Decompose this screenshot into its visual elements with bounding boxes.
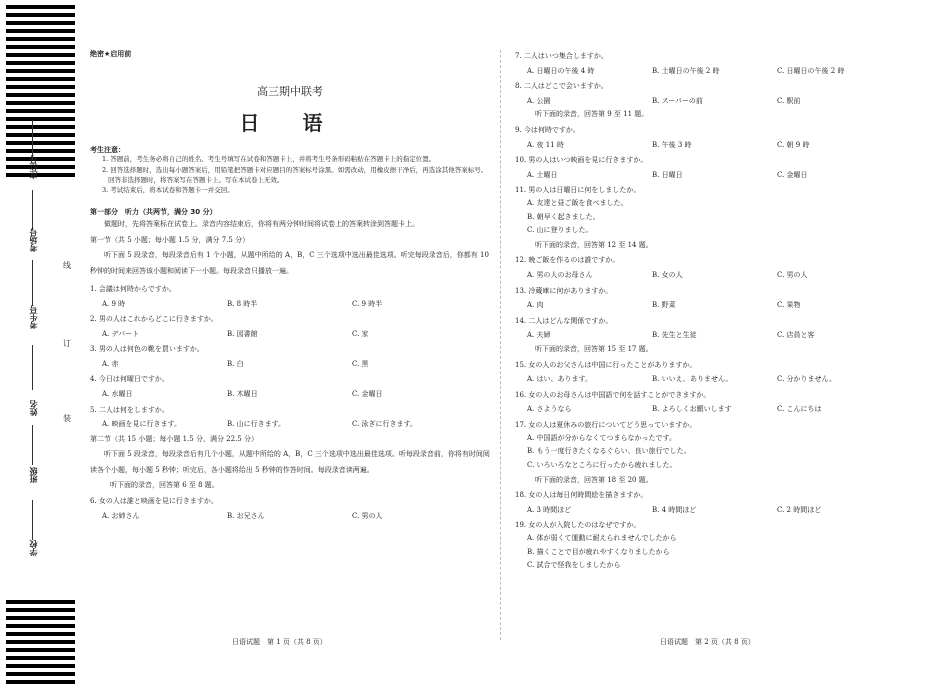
option-c: C. 朝 9 時 bbox=[777, 140, 810, 149]
question-12-options bbox=[515, 269, 935, 282]
binding-stripe-bottom bbox=[6, 656, 75, 660]
option-b: B. いいえ、ありません。 bbox=[652, 375, 733, 384]
option-b: B. お兄さん bbox=[227, 511, 265, 520]
binding-stripe-top bbox=[6, 37, 75, 41]
binding-stripe-top bbox=[6, 61, 75, 65]
question-5-options bbox=[90, 418, 490, 431]
cut-mark-install: 装 bbox=[63, 414, 71, 423]
part-1-heading: 第一部分 听力（共两节，满分 30 分） bbox=[90, 207, 217, 216]
notice-item: 3. 考试结束后，将本试卷和答题卡一并交回。 bbox=[102, 186, 234, 195]
option-a: A. 映画を見に行きます。 bbox=[102, 420, 181, 429]
question-16-options bbox=[515, 403, 935, 416]
option-b: B. 8 時半 bbox=[227, 299, 258, 308]
binding-stripe-top bbox=[6, 101, 75, 105]
question-4-options bbox=[90, 388, 490, 401]
binding-stripe-bottom bbox=[6, 672, 75, 676]
binding-stripe-top bbox=[6, 21, 75, 25]
cut-mark-line: 线 bbox=[63, 261, 71, 270]
listening-instruction: 听下面的录音，回答第 15 至 17 题。 bbox=[535, 345, 653, 354]
option-c: C. 黒 bbox=[352, 359, 369, 368]
option-b: B. 日曜日 bbox=[652, 170, 683, 179]
question-17: 17. 女の人は夏休みの旅行についてどう思っていますか。 bbox=[515, 420, 697, 429]
part-1-instructions: 做题时，先将答案标在试卷上。录音内容结束后，你将有两分钟时间将试卷上的答案转涂到答题卡上。 bbox=[104, 219, 419, 228]
label-room-number: 考场号 bbox=[29, 228, 38, 252]
binding-stripe-bottom bbox=[6, 600, 75, 604]
question-10: 10. 男の人はいつ映画を見に行きますか。 bbox=[515, 156, 648, 165]
option-c: C. 山に登りました。 bbox=[527, 226, 593, 235]
exam-title: 高三期中联考 bbox=[257, 84, 323, 98]
listening-instruction: 听下面的录音，回答第 6 至 8 题。 bbox=[110, 481, 219, 490]
binding-stripe-top bbox=[6, 109, 75, 113]
school-line bbox=[32, 500, 33, 540]
binding-stripe-top bbox=[6, 125, 75, 129]
question-7-options bbox=[515, 65, 935, 78]
binding-strip bbox=[0, 0, 85, 688]
label-examinee-number: 考生号 bbox=[29, 305, 38, 329]
binding-stripe-top bbox=[6, 85, 75, 89]
binding-stripe-top bbox=[6, 69, 75, 73]
option-c: C. いろいろなところに行ったから疲れました。 bbox=[527, 460, 677, 469]
option-a: A. 赤 bbox=[102, 359, 119, 368]
option-c: C. 駅前 bbox=[777, 96, 801, 105]
section-1-instructions: 听下面 5 段录音，每段录音后有 1 个小题，从题中所给的 A，B，C 三个选项中选出最佳选项。听完每段录音后，你都有 10 秒钟的时间来回答该小题和阅读下一小题。每段录音只播放一遍。 bbox=[90, 251, 489, 276]
option-b: B. 先生と生徒 bbox=[652, 331, 697, 340]
page-2 bbox=[515, 50, 935, 573]
option-c: C. 金曜日 bbox=[352, 390, 383, 399]
option-a: A. 9 時 bbox=[102, 299, 126, 308]
confidential-mark: 绝密★启用前 bbox=[90, 50, 132, 58]
option-c: C. 分かりません。 bbox=[777, 375, 836, 384]
binding-stripe-bottom bbox=[6, 648, 75, 652]
page-2-footer: 日语试题 第 2 页（共 8 页） bbox=[660, 638, 755, 646]
option-b: B. スーパーの前 bbox=[652, 96, 703, 105]
binding-stripe-bottom bbox=[6, 624, 75, 628]
option-b: B. 描くことで目が疲れやすくなりましたから bbox=[527, 547, 670, 556]
question-15-options bbox=[515, 373, 935, 386]
label-seat-number: 座位号 bbox=[29, 155, 38, 179]
option-a: A. 水曜日 bbox=[102, 390, 133, 399]
question-7: 7. 二人はいつ集合しますか。 bbox=[515, 52, 608, 60]
question-8: 8. 二人はどこで会いますか。 bbox=[515, 82, 608, 91]
option-a: A. 体が弱くて運動に耐えられませんでしたから bbox=[527, 533, 677, 542]
option-a: A. さようなら bbox=[527, 405, 572, 414]
binding-stripe-top bbox=[6, 13, 75, 17]
question-6: 6. 女の人は誰と映画を見に行きますか。 bbox=[90, 497, 218, 506]
question-2: 2. 男の人はこれからどこに行きますか。 bbox=[90, 315, 218, 324]
binding-stripe-bottom bbox=[6, 616, 75, 620]
binding-stripe-top bbox=[6, 117, 75, 121]
option-b: B. 木曜日 bbox=[227, 390, 258, 399]
option-b: B. 朝早く起きました。 bbox=[527, 212, 600, 221]
option-c: C. 金曜日 bbox=[777, 170, 808, 179]
section-2-heading: 第二节（共 15 小题；每小题 1.5 分，满分 22.5 分） bbox=[90, 434, 258, 443]
option-c: C. 日曜日の午後 2 時 bbox=[777, 66, 845, 75]
binding-stripe-top bbox=[6, 45, 75, 49]
section-1-heading: 第一节（共 5 小题；每小题 1.5 分，满分 7.5 分） bbox=[90, 236, 250, 245]
page-1 bbox=[90, 50, 490, 522]
page-1-footer: 日语试题 第 1 页（共 8 页） bbox=[232, 638, 327, 646]
class-line bbox=[32, 425, 33, 465]
binding-stripe-top bbox=[6, 157, 75, 161]
question-6-options bbox=[90, 510, 490, 523]
option-c: C. 試合で怪我をしましたから bbox=[527, 561, 621, 570]
option-b: B. 土曜日の午後 2 時 bbox=[652, 66, 720, 75]
binding-stripe-top bbox=[6, 93, 75, 97]
notice-heading: 考生注意： bbox=[90, 145, 125, 154]
question-9: 9. 今は何時ですか。 bbox=[515, 125, 580, 134]
option-a: A. 公園 bbox=[527, 96, 551, 105]
option-a: A. はい、あります。 bbox=[527, 375, 592, 384]
option-c: C. 果物 bbox=[777, 301, 801, 310]
question-1: 1. 会議は何時からですか。 bbox=[90, 284, 176, 293]
question-11: 11. 男の人は日曜日に何をしましたか。 bbox=[515, 186, 641, 195]
option-a: A. お姉さん bbox=[102, 511, 140, 520]
cut-mark-bind: 订 bbox=[63, 339, 71, 348]
binding-stripe-bottom bbox=[6, 608, 75, 612]
option-a: A. 中国語が分からなくてつまらなかったです。 bbox=[527, 433, 676, 442]
question-13-options bbox=[515, 299, 935, 312]
label-class: 班级 bbox=[29, 467, 38, 483]
option-b: B. 図書館 bbox=[227, 329, 258, 338]
question-14-options bbox=[515, 329, 935, 342]
question-16: 16. 女の人のお母さんは中国語で何を話すことができますか。 bbox=[515, 390, 711, 399]
binding-stripe-top bbox=[6, 149, 75, 153]
option-b: B. よろしくお願いします bbox=[652, 405, 732, 414]
question-9-options bbox=[515, 139, 935, 152]
binding-stripe-bottom bbox=[6, 632, 75, 636]
binding-stripe-bottom bbox=[6, 680, 75, 684]
binding-stripe-top bbox=[6, 5, 75, 9]
binding-stripe-bottom bbox=[6, 664, 75, 668]
option-c: C. 男の人 bbox=[777, 271, 808, 280]
question-13: 13. 冷蔵庫に何がありますか。 bbox=[515, 286, 613, 295]
option-a: A. 肉 bbox=[527, 301, 544, 310]
question-3: 3. 男の人は何色の靴を買いますか。 bbox=[90, 345, 204, 354]
option-b: B. 白 bbox=[227, 359, 244, 368]
question-12: 12. 晩ご飯を作るのは誰ですか。 bbox=[515, 256, 620, 265]
binding-stripe-top bbox=[6, 53, 75, 57]
question-19: 19. 女の人が入院したのはなぜですか。 bbox=[515, 521, 641, 530]
binding-stripe-top bbox=[6, 133, 75, 137]
option-a: A. 日曜日の午後 4 時 bbox=[527, 66, 595, 75]
option-b: B. もう一度行きたくなるぐらい、良い旅行でした。 bbox=[527, 447, 691, 456]
option-a: A. 3 時間ほど bbox=[527, 505, 572, 514]
option-c: C. 9 時半 bbox=[352, 299, 383, 308]
question-14: 14. 二人はどんな関係ですか。 bbox=[515, 316, 613, 325]
option-c: C. 2 時間ほど bbox=[777, 505, 822, 514]
binding-stripe-top bbox=[6, 165, 75, 169]
option-a: A. 友達と昼ご飯を食べました。 bbox=[527, 198, 628, 207]
option-c: C. 家 bbox=[352, 329, 369, 338]
option-b: B. 午後 3 時 bbox=[652, 140, 692, 149]
option-b: B. 野菜 bbox=[652, 301, 676, 310]
examinee-number-line bbox=[32, 260, 33, 305]
page-divider bbox=[500, 50, 501, 640]
option-c: C. こんにちは bbox=[777, 405, 822, 414]
notice-item: 2. 回答选择题时，选出每小题答案后，用铅笔把答题卡对应题目的答案标号涂黑。如需改动，用橡皮擦干净后，再选涂其他答案标号。回答非选择题时，将答案写在答题卡上。写在本试卷上无效。 bbox=[102, 165, 488, 185]
option-a: A. 夫婦 bbox=[527, 331, 551, 340]
option-b: B. 4 時間ほど bbox=[652, 505, 697, 514]
question-18-options bbox=[515, 504, 935, 517]
listening-instruction: 听下面的录音，回答第 18 至 20 题。 bbox=[535, 475, 653, 484]
binding-stripe-top bbox=[6, 29, 75, 33]
option-c: C. 泳ぎに行きます。 bbox=[352, 420, 417, 429]
option-a: A. デパート bbox=[102, 329, 140, 338]
question-2-options bbox=[90, 328, 490, 341]
question-18: 18. 女の人は毎日何時間絵を描きますか。 bbox=[515, 491, 648, 500]
notice-item: 1. 答题前，考生务必将自己的姓名、考生号填写在试卷和答题卡上，并将考生号条形码粘贴在答题卡上的指定位置。 bbox=[102, 155, 436, 164]
binding-stripe-top bbox=[6, 77, 75, 81]
option-a: A. 土曜日 bbox=[527, 170, 558, 179]
question-5: 5. 二人は何をしますか。 bbox=[90, 405, 169, 414]
question-4: 4. 今日は何曜日ですか。 bbox=[90, 375, 169, 384]
option-c: C. 店員と客 bbox=[777, 331, 815, 340]
binding-stripe-top bbox=[6, 173, 75, 177]
room-number-line bbox=[32, 190, 33, 230]
listening-instruction: 听下面的录音，回答第 12 至 14 题。 bbox=[535, 240, 653, 249]
option-a: A. 男の人のお母さん bbox=[527, 271, 593, 280]
label-name: 姓名 bbox=[29, 400, 38, 416]
question-15: 15. 女の人のお父さんは中国に行ったことがありますか。 bbox=[515, 360, 697, 369]
question-1-options bbox=[90, 298, 490, 311]
label-school: 学校 bbox=[29, 540, 38, 556]
question-3-options bbox=[90, 358, 490, 371]
subject-title: 日 语 bbox=[239, 110, 341, 135]
option-a: A. 夜 11 時 bbox=[527, 140, 564, 149]
option-b: B. 女の人 bbox=[652, 271, 683, 280]
seat-number-line bbox=[32, 120, 33, 160]
binding-stripe-bottom bbox=[6, 640, 75, 644]
question-10-options bbox=[515, 169, 935, 182]
section-2-instructions: 听下面 5 段录音，每段录音后有几个小题，从题中所给的 A，B，C 三个选项中选出最佳选项。听每段录音前，你将有时间阅读各个小题，每小题 5 秒钟；听完后，各小题将给出 5 秒钟的作答时间。每段录音读两遍。 bbox=[90, 449, 490, 474]
option-b: B. 山に行きます。 bbox=[227, 420, 286, 429]
option-c: C. 男の人 bbox=[352, 511, 383, 520]
listening-instruction: 听下面的录音，回答第 9 至 11 题。 bbox=[535, 110, 649, 119]
question-8-options bbox=[515, 95, 935, 108]
binding-stripe-top bbox=[6, 141, 75, 145]
name-line bbox=[32, 345, 33, 390]
